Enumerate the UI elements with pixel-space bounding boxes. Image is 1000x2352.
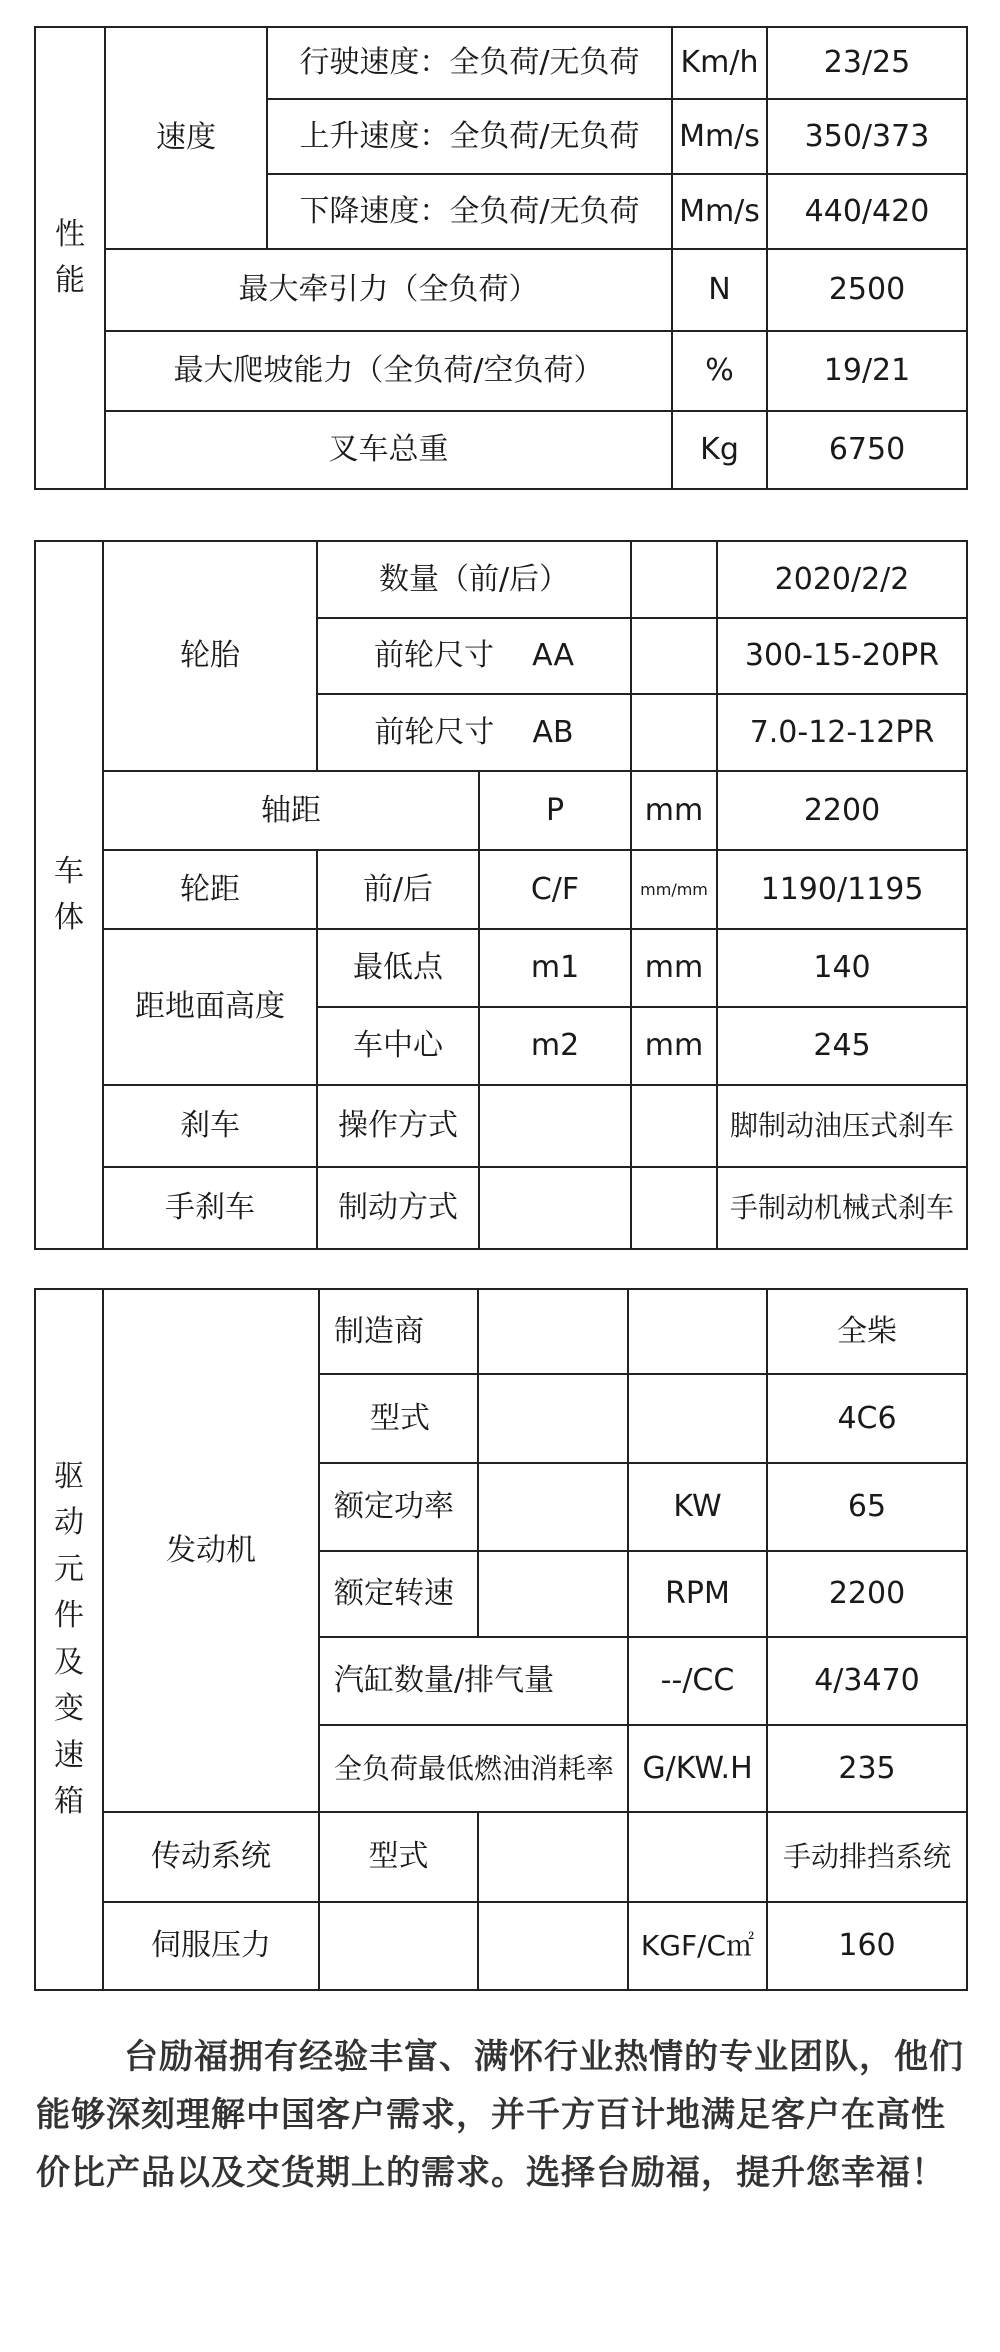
item-cell: 汽缸数量/排气量 [319, 1637, 628, 1725]
item-cell: 全负荷最低燃油消耗率 [319, 1725, 628, 1812]
empty-cell [478, 1902, 628, 1990]
value-cell: 2200 [767, 1551, 967, 1637]
transmission-label: 传动系统 [103, 1812, 319, 1902]
unit-cell: mm [631, 929, 717, 1007]
item-cell: 最大牵引力（全负荷） [105, 249, 672, 331]
value-cell: 2500 [767, 249, 967, 331]
value-cell: 2200 [717, 771, 967, 850]
empty-cell [628, 1812, 767, 1902]
value-cell: 全柴 [767, 1289, 967, 1374]
unit-cell: mm/mm [631, 850, 717, 929]
value-cell: 300-15-20PR [717, 618, 967, 694]
empty-cell [319, 1902, 478, 1990]
track-label: 轮距 [103, 850, 317, 929]
item-cell: 额定转速 [319, 1551, 478, 1637]
empty-cell [478, 1812, 628, 1902]
clearance-center-label: 车中心 [317, 1007, 479, 1085]
value-cell: 19/21 [767, 331, 967, 411]
value-cell: 7.0-12-12PR [717, 694, 967, 771]
performance-table [34, 26, 968, 490]
code-cell: m2 [479, 1007, 631, 1085]
unit-cell: Kg [672, 411, 767, 489]
empty-cell [631, 1167, 717, 1249]
item-cell: 叉车总重 [105, 411, 672, 489]
value-cell: 140 [717, 929, 967, 1007]
value-cell: 4C6 [767, 1374, 967, 1463]
empty-cell [478, 1289, 628, 1374]
unit-cell [631, 618, 717, 694]
tire-label: 轮胎 [103, 541, 317, 771]
code-cell: P [479, 771, 631, 850]
empty-cell [479, 1085, 631, 1167]
speed-label: 速度 [105, 27, 267, 249]
value-cell: 6750 [767, 411, 967, 489]
empty-cell [478, 1463, 628, 1551]
servo-label: 伺服压力 [103, 1902, 319, 1990]
unit-cell [628, 1374, 767, 1463]
clearance-low-label: 最低点 [317, 929, 479, 1007]
unit-cell: RPM [628, 1551, 767, 1637]
value-cell: 23/25 [767, 27, 967, 99]
brake-label: 刹车 [103, 1085, 317, 1167]
unit-cell: mm [631, 771, 717, 850]
item-cell: 最大爬坡能力（全负荷/空负荷） [105, 331, 672, 411]
item-cell: 行驶速度：全负荷/无负荷 [267, 27, 672, 99]
performance-header: 性 能 [35, 27, 105, 489]
handbrake-label: 手刹车 [103, 1167, 317, 1249]
company-paragraph [36, 2028, 966, 2202]
unit-cell: Km/h [672, 27, 767, 99]
empty-cell [631, 1085, 717, 1167]
unit-cell: mm [631, 1007, 717, 1085]
value-cell: 235 [767, 1725, 967, 1812]
item-cell: 制造商 [319, 1289, 478, 1374]
item-cell: 上升速度：全负荷/无负荷 [267, 99, 672, 174]
paragraph-text: 台励福拥有经验丰富、满怀行业热情的专业团队，他们能够深刻理解中国客户需求，并千方百计地满足客户在高性价比产品以及交货期上的需求。选择台励福，提升您幸福！ [36, 2037, 964, 2193]
empty-cell [478, 1374, 628, 1463]
value-cell: 手动排挡系统 [767, 1812, 967, 1902]
drive-table [34, 1288, 968, 1991]
wheelbase-label: 轴距 [103, 771, 479, 850]
item-cell: 型式 [319, 1374, 478, 1463]
unit-cell [631, 694, 717, 771]
body-header: 车 体 [35, 541, 103, 1249]
unit-cell: N [672, 249, 767, 331]
clearance-label: 距地面高度 [103, 929, 317, 1085]
item-cell: 额定功率 [319, 1463, 478, 1551]
value-cell: 2020/2/2 [717, 541, 967, 618]
value-cell: 脚制动油压式刹车 [717, 1085, 967, 1167]
value-cell: 245 [717, 1007, 967, 1085]
track-sub: 前/后 [317, 850, 479, 929]
code-cell: m1 [479, 929, 631, 1007]
body-table [34, 540, 968, 1250]
handbrake-sub: 制动方式 [317, 1167, 479, 1249]
transmission-sub: 型式 [319, 1812, 478, 1902]
unit-cell: Mm/s [672, 99, 767, 174]
unit-cell: G/KW.H [628, 1725, 767, 1812]
unit-cell: % [672, 331, 767, 411]
unit-cell: KGF/C㎡ [628, 1902, 767, 1990]
brake-sub: 操作方式 [317, 1085, 479, 1167]
engine-label: 发动机 [103, 1289, 319, 1812]
code-cell: C/F [479, 850, 631, 929]
value-cell: 手制动机械式刹车 [717, 1167, 967, 1249]
unit-cell: --/CC [628, 1637, 767, 1725]
value-cell: 440/420 [767, 174, 967, 249]
value-cell: 350/373 [767, 99, 967, 174]
empty-cell [478, 1551, 628, 1637]
unit-cell [631, 541, 717, 618]
value-cell: 1190/1195 [717, 850, 967, 929]
item-cell: 下降速度：全负荷/无负荷 [267, 174, 672, 249]
unit-cell: KW [628, 1463, 767, 1551]
value-cell: 4/3470 [767, 1637, 967, 1725]
front-tire-size-2: 前轮尺寸 AB [317, 694, 631, 771]
value-cell: 160 [767, 1902, 967, 1990]
unit-cell [628, 1289, 767, 1374]
tire-qty-label: 数量（前/后） [317, 541, 631, 618]
front-tire-size-1: 前轮尺寸 AA [317, 618, 631, 694]
empty-cell [479, 1167, 631, 1249]
drive-header: 驱 动 元 件 及 变 速 箱 [35, 1289, 103, 1990]
value-cell: 65 [767, 1463, 967, 1551]
unit-cell: Mm/s [672, 174, 767, 249]
